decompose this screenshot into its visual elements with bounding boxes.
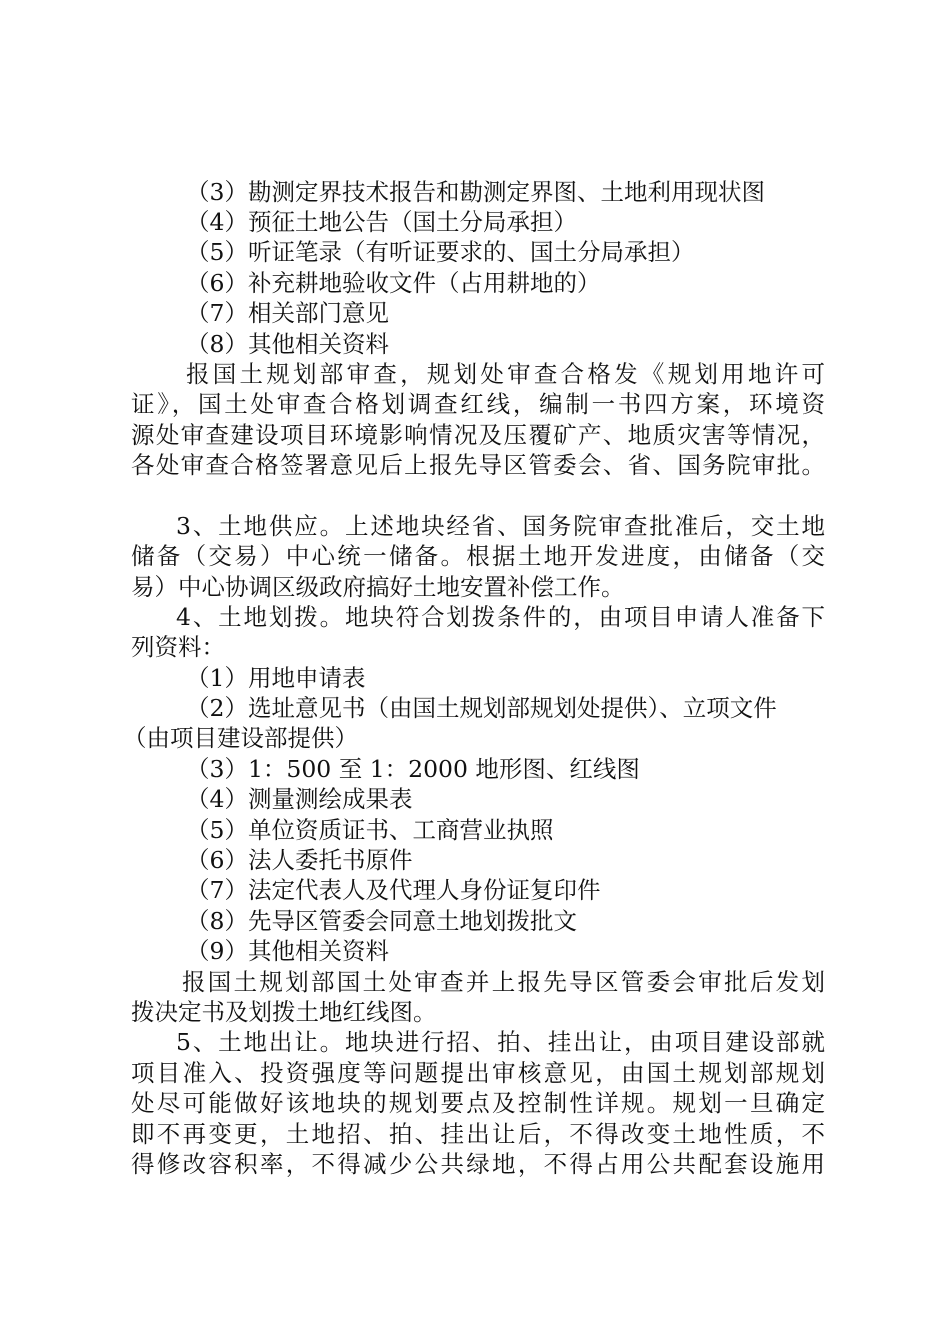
transfer-paragraph-line-2: 项目准入、投资强度等问题提出审核意见，由国土规划部规划 xyxy=(131,1059,825,1087)
allocation-item-2-continued: （由项目建设部提供） xyxy=(123,724,358,752)
review-item-4: （4）预征土地公告（国土分局承担） xyxy=(186,208,577,236)
review-item-3: （3）勘测定界技术报告和勘测定界图、土地利用现状图 xyxy=(186,178,765,206)
transfer-paragraph-line-4: 即不再变更，土地招、拍、挂出让后，不得改变土地性质，不 xyxy=(131,1120,825,1148)
review-item-5: （5）听证笔录（有听证要求的、国土分局承担） xyxy=(186,238,695,266)
supply-paragraph-line-3: 易）中心协调区级政府搞好土地安置补偿工作。 xyxy=(131,573,625,601)
review-item-7: （7）相关部门意见 xyxy=(186,299,389,327)
review-item-8: （8）其他相关资料 xyxy=(186,330,389,358)
allocation-item-9: （9）其他相关资料 xyxy=(186,937,389,965)
supply-paragraph-line-1: 3、土地供应。上述地块经省、国务院审查批准后，交土地 xyxy=(176,512,825,540)
allocation-item-1: （1）用地申请表 xyxy=(186,664,366,692)
allocation-item-2: （2）选址意见书（由国土规划部规划处提供）、立项文件 xyxy=(186,694,777,722)
allocation-closing-line-2: 拨决定书及划拨土地红线图。 xyxy=(131,998,437,1026)
allocation-closing-line-1: 报国土规划部国土处审查并上报先导区管委会审批后发划 xyxy=(182,968,825,996)
allocation-item-6: （6）法人委托书原件 xyxy=(186,846,413,874)
review-item-6: （6）补充耕地验收文件（占用耕地的） xyxy=(186,269,601,297)
allocation-paragraph-line-1: 4、土地划拨。地块符合划拨条件的，由项目申请人准备下 xyxy=(176,603,825,631)
allocation-item-5: （5）单位资质证书、工商营业执照 xyxy=(186,816,554,844)
transfer-paragraph-line-3: 处尽可能做好该地块的规划要点及控制性详规。规划一旦确定 xyxy=(131,1089,825,1117)
allocation-item-8: （8）先导区管委会同意土地划拨批文 xyxy=(186,907,577,935)
review-paragraph-line-2: 证》，国土处审查合格划调查红线，编制一书四方案，环境资 xyxy=(131,390,825,418)
review-paragraph-line-4: 各处审查合格签署意见后上报先导区管委会、省、国务院审批。 xyxy=(131,451,825,479)
allocation-item-4: （4）测量测绘成果表 xyxy=(186,785,413,813)
allocation-item-7: （7）法定代表人及代理人身份证复印件 xyxy=(186,876,601,904)
allocation-item-3: （3）1：500 至 1：2000 地形图、红线图 xyxy=(186,755,640,783)
transfer-paragraph-line-1: 5、土地出让。地块进行招、拍、挂出让，由项目建设部就 xyxy=(176,1028,825,1056)
supply-paragraph-line-2: 储备（交易）中心统一储备。根据土地开发进度，由储备（交 xyxy=(131,542,825,570)
review-paragraph-line-1: 报国土规划部审查，规划处审查合格发《规划用地许可 xyxy=(186,360,825,388)
allocation-paragraph-line-2: 列资料： xyxy=(131,633,225,661)
transfer-paragraph-line-5: 得修改容积率，不得减少公共绿地，不得占用公共配套设施用 xyxy=(131,1150,825,1178)
review-paragraph-line-3: 源处审查建设项目环境影响情况及压覆矿产、地质灾害等情况， xyxy=(131,421,825,449)
